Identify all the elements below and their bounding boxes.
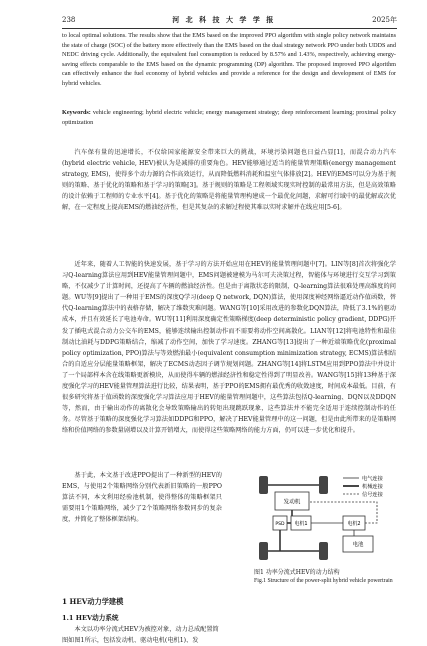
- figure-legend: [343, 474, 384, 498]
- wheel-top-left: [259, 476, 268, 494]
- motor2-label: 电机2: [347, 521, 361, 527]
- issue-year: 2025年: [372, 16, 397, 24]
- wheel-top-right: [319, 476, 328, 494]
- page-number: 238: [62, 16, 76, 24]
- motor1-label: 电机1: [294, 521, 308, 527]
- engine-label: 发动机: [283, 499, 301, 506]
- header-rule: [62, 28, 397, 29]
- subsection-heading: 1.1 HEV动力系统: [62, 614, 119, 622]
- keywords-label: Keywords:: [62, 109, 91, 116]
- legend-electric-label: 电气连接: [362, 476, 383, 482]
- body-paragraph-4: 本文以功率分流式HEV为被控对象，动力总成配置简图如图1所示，包括发动机、驱动电机(电机1)、发: [62, 626, 219, 645]
- wheel-bottom-right: [319, 542, 328, 560]
- body-paragraph-3: 基于此，本文基于改进PPO提出了一种新型的HEV的EMS，与使用2个策略网络分别代表新旧策略的一般PPO算法不同，本文利用经验池机制，使得整体的策略框架只需要用1个策略网络，减少了2个策略网络参数同步的复杂度，并简化了整体框架结构。: [62, 472, 222, 524]
- legend-signal-label: 信号连接: [362, 492, 383, 498]
- english-keywords: [62, 108, 396, 127]
- running-header: [62, 14, 397, 26]
- body-paragraph-1: 汽车保有量的迅速增长，不仅给国家能源安全带来巨大的挑战，环境污染问题也日益凸显[1]，而混合动力汽车(hybrid electric vehicle, HEV)被认为是减排的重要角色。HEV能够通过适当的能量管理策略(energy management strategy, EMS)，使得多个动力源的合作高效运行，从而降低燃料消耗和温室气体排放[2]。HEV的EMS可以分为基于规则的策略、基于优化的策略和基于学习的策略[3]。基于规则的策略是工程领域实现实时控制的最常用方法，但是高效策略的设计依赖于工程师的专业水平[4]。基于优化的策略是将能量管理构建成一个最优化问题，求解可行域中的最优解或次优解，在一定程度上提高EMS的燃油经济性，但是其复杂的求解过程使其难以实时求解并在线应用[5-6]。: [62, 149, 396, 212]
- english-abstract-continued: to local optimal solutions. The results show that the EMS based on the improved PPO algorithm with single policy network maintains the state of charge (SOC) of the battery more effectively than the EMS based on the dual strategy network PPO under both UDDS and NEDC driving cycle. Additionally, the equivalent fuel consumption is reduced by 8.57% and 1.43%, respectively, achieving energy-saving effects comparable to the EMS based on the dynamic programming (DP) algorithm. The proposed improved PPO algorithm can effectively enhance the fuel economy of hybrid vehicles and provide a reference for the design and development of EMS for hybrid vehicles.: [62, 32, 396, 87]
- legend-mechanical-label: 机械连接: [362, 484, 383, 490]
- figure-1-powertrain-diagram: [237, 470, 401, 567]
- section-heading: 1 HEV动力学建模: [62, 597, 124, 606]
- journal-name: 河 北 科 技 大 学 学 报: [172, 15, 276, 24]
- wheel-bottom-left: [259, 542, 268, 560]
- powertrain-svg: [237, 470, 401, 567]
- body-paragraph-2: 近年来，随着人工智能的快速发展，基于学习的方法开始应用在HEV的能量管理问题中[7]。LIN等[8]首次将强化学习Q-learning算法应用到HEV能量管理问题中，EMS问题被建模为马尔可夫决策过程，智能体与环境进行交互学习到策略，不仅减少了计算时间，还提高了车辆的燃油经济性。但是由于离散状态的限制，Q-learning算法很难处理高维度的问题。WU等[9]提出了一种用于EMS的深度Q学习(deep Q network, DQN)算法，使用深度神经网络逼近动作值函数，替代Q-learning算法中的表格存储，解决了维数灾难问题。WANG等[10]采用改进的参数化DQN算法，降低了3.1%的驱动成本，并且有效延长了电池寿命。WU等[11]利用深度确定性策略梯度(deep deterministic policy gradient, DDPG)开发了插电式混合动力公交车的EMS，能够连续输出控制动作而不需要将动作空间离散化。LIAN等[12]将电池特性和最佳制动比油耗与DDPG策略结合，缩减了动作空间，加快了学习速度。ZHANG等[13]提出了一种近端策略优化(proximal policy optimization, PPO)算法与等效燃油最小(equivalent consumption minimization strategy, ECMS)算法相结合的自适应分层能量策略框架，解决了ECMS动态因子调节规划问题。ZHANG等[14]将LSTM应用到PPO算法中并设计了一个局部样本含在线策略更新模块，从而使得车辆的燃油经济性和稳定性得到了明显改善。WANG等[15]将13种基于深度强化学习的HEV能量管理算法进行比较，结果表明，基于PPO的EMS拥有最优秀的收敛速度，时间成本最低。目前，有很多研究将基于值函数的深度强化学习算法应用于HEV的能量管理问题中，这些算法包括Q-learning、DQN以及DDQN等，然而，由于输出动作的离散化会导致策略输出的转矩出现跳跃现象，这些算法并不能完全适用于连续控制动作的任务。尽管基于策略的深度强化学习算法如DDPG和PPO，解决了HEV能量管理中的这一问题，但是由此所带来的是策略网络和价值网络的参数量剧增以及计算开销增大，而使得这些策略网络的能力方面，仍可以进一步优化和提升。: [62, 261, 396, 435]
- figure-1-caption: [254, 568, 404, 586]
- psd-label: PSD: [275, 522, 285, 527]
- battery-label: 电池: [352, 542, 364, 548]
- keywords-text: vehicle engineering; hybrid electric vehicle; energy management strategy; deep reinforcement learning; proximal policy optimization: [62, 109, 397, 126]
- figure-caption-cn: 图1 功率分流式HEV的动力结构: [254, 569, 340, 576]
- figure-caption-en: Fig.1 Structure of the power-split hybrid vehicle powertrain: [254, 578, 393, 584]
